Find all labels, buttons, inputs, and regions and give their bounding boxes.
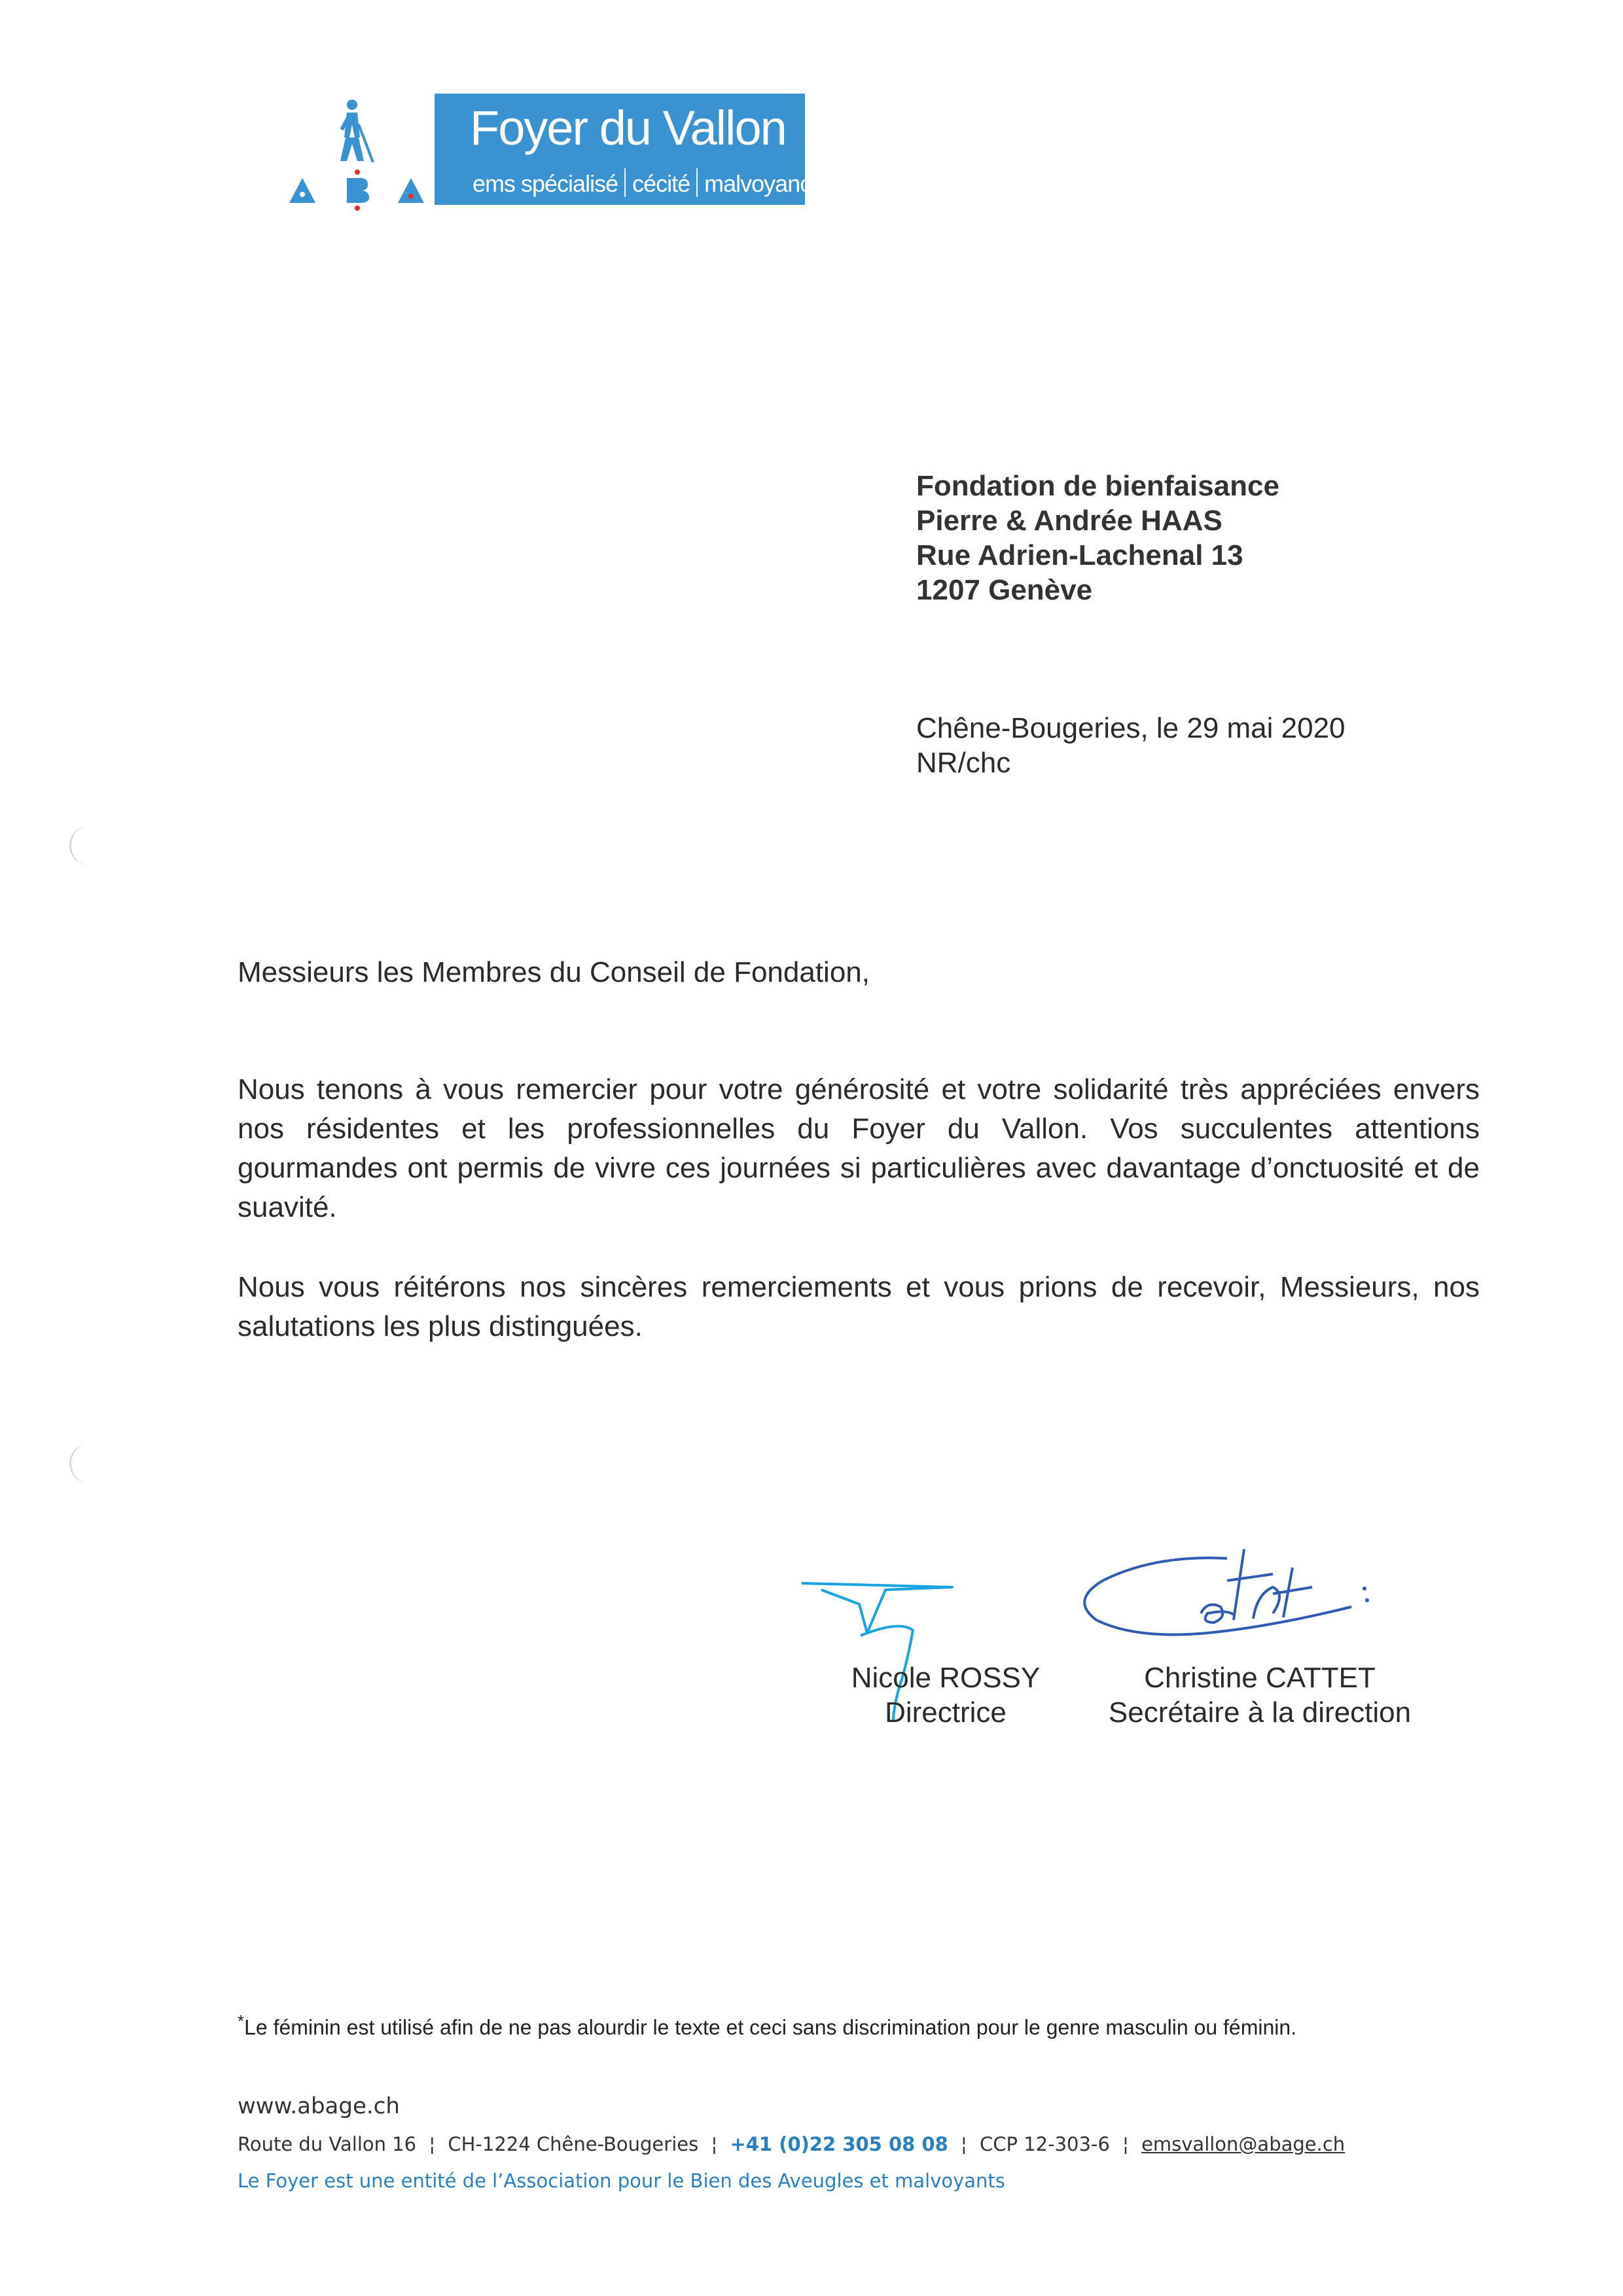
footer-separator: ¦ — [961, 2133, 967, 2155]
tagline-separator — [624, 168, 626, 197]
signatory-rossy — [831, 1660, 1060, 1730]
signatory-name: Christine CATTET — [1144, 1662, 1376, 1694]
tagline-separator — [696, 168, 698, 197]
footer-contact — [238, 2131, 1345, 2157]
logo-tagline — [473, 168, 823, 198]
body-paragraph: Nous vous réitérons nos sincères remerciements et vous prions de recevoir, Messieurs, nos salutations les plus distinguées. — [238, 1271, 1480, 1342]
recipient-line: Rue Adrien-Lachenal 13 — [916, 539, 1243, 571]
recipient-line: Pierre & Andrée HAAS — [916, 505, 1222, 537]
logo-box — [435, 94, 824, 205]
footer-city: CH-1224 Chêne-Bougeries — [448, 2133, 699, 2155]
footer-note: Le Foyer est une entité de l’Association pour le Bien des Aveugles et malvoyants — [238, 2170, 1005, 2192]
footer-address: Route du Vallon 16 — [238, 2133, 417, 2155]
scan-mark — [69, 826, 91, 865]
footer-website[interactable]: www.abage.ch — [238, 2093, 400, 2119]
signatory-name: Nicole ROSSY — [851, 1662, 1041, 1694]
logo-title: Foyer du Vallon — [470, 101, 786, 155]
footer-ccp: CCP 12-303-6 — [980, 2133, 1110, 2155]
scan-mark — [69, 1444, 91, 1483]
footer-phone: +41 (0)22 305 08 08 — [730, 2133, 948, 2155]
tagline-item: malvoyance — [704, 170, 824, 197]
footer-email[interactable]: emsvallon@abage.ch — [1141, 2133, 1346, 2155]
recipient-line: 1207 Genève — [916, 574, 1093, 606]
footer-separator: ¦ — [1122, 2133, 1129, 2155]
footer-separator: ¦ — [711, 2133, 718, 2155]
footnote — [238, 2008, 1296, 2041]
footer-separator: ¦ — [429, 2133, 436, 2155]
signatory-title: Secrétaire à la direction — [1108, 1696, 1412, 1729]
body-paragraph: Nous tenons à vous remercier pour votre générosité et votre solidarité très appréciées envers nos résidentes et les professionnelles du Foyer du Vallon. Vos succulentes attentions gourmandes ont permis de vivre ces journées si particulières avec davantage d’onctuosité et de suavité. — [238, 1073, 1480, 1223]
logo-aba-figure — [287, 98, 431, 213]
reference: NR/chc — [916, 747, 1011, 779]
tagline-item: cécité — [632, 170, 690, 197]
footnote-marker: * — [238, 2011, 245, 2031]
tagline-item: ems spécialisé — [473, 170, 618, 197]
signatory-cattet — [1080, 1660, 1440, 1730]
salutation: Messieurs les Membres du Conseil de Fondation, — [238, 956, 870, 988]
recipient-line: Fondation de bienfaisance — [916, 470, 1279, 502]
recipient-address — [916, 469, 1279, 607]
place-date: Chêne-Bougeries, le 29 mai 2020 — [916, 712, 1346, 744]
signature-cattet — [1077, 1541, 1384, 1659]
footnote-text: Le féminin est utilisé afin de ne pas alourdir le texte et ceci sans discrimination pour le genre masculin ou féminin. — [244, 2015, 1297, 2039]
signatory-title: Directrice — [885, 1696, 1007, 1729]
dateline — [916, 711, 1346, 780]
